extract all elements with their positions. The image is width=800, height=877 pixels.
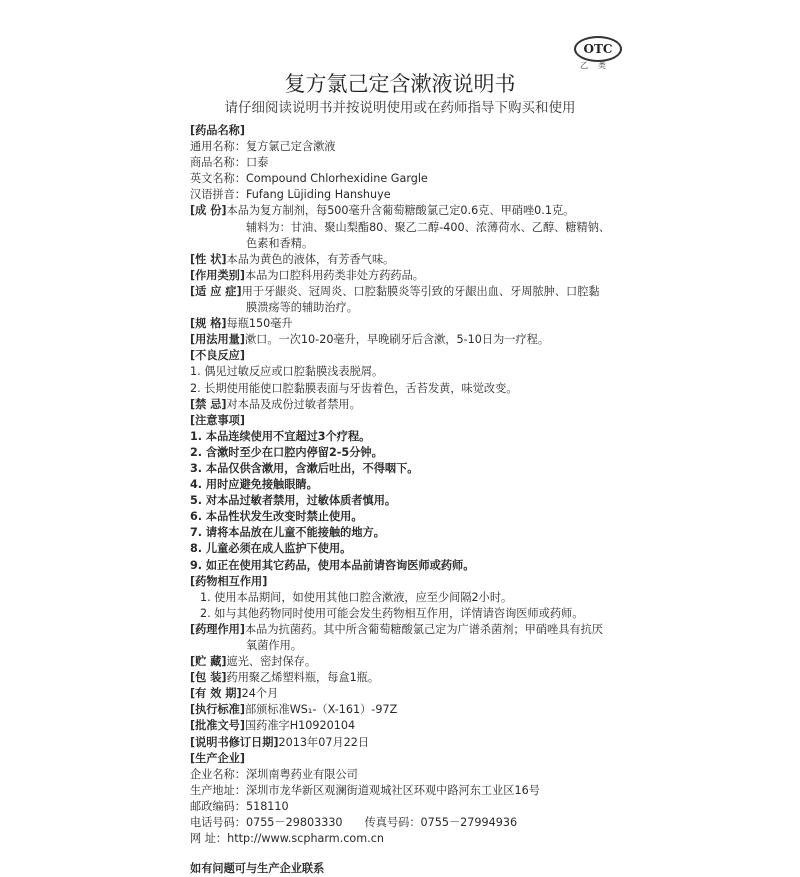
composition-row: [成 份]本品为复方制剂，每500毫升含葡萄糖酸氯己定0.6克、甲硝唑0.1克。: [190, 204, 575, 218]
pinyin-name-row: 汉语拼音：Fufang Lüjiding Hanshuye: [190, 188, 391, 202]
standard-row: [执行标准]部颁标准WS₁-（X-161）-97Z: [190, 703, 398, 717]
page-title: 复方氯己定含漱液说明书: [284, 72, 516, 96]
leaflet-body: [190, 123, 630, 877]
interaction-item: 1. 使用本品期间，如使用其他口腔含漱液，应至少间隔2小时。: [200, 590, 513, 604]
section-adverse-header: [不良反应]: [190, 349, 245, 363]
precaution-item: 4. 用时应避免接触眼睛。: [190, 478, 318, 492]
adverse-item: 2. 长期使用能使口腔黏膜表面与牙齿着色，舌苔发黄，味觉改变。: [190, 381, 518, 395]
english-name-row: 英文名称：Compound Chlorhexidine Gargle: [190, 172, 428, 186]
composition-line3: 色素和香精。: [246, 236, 314, 250]
approval-row: [批准文号]国药准字H10920104: [190, 719, 356, 733]
zip-row: 邮政编码：518110: [190, 799, 289, 813]
trade-name-row: 商品名称：口泰: [190, 156, 269, 170]
precaution-item: 9. 如正在使用其它药品，使用本品前请咨询医师或药师。: [190, 558, 475, 572]
revision-row: [说明书修订日期]2013年07月22日: [190, 735, 370, 749]
section-manufacturer-header: [生产企业]: [190, 751, 245, 765]
phone-fax-row: 电话号码：0755－29803330 传真号码：0755－27994936: [190, 816, 518, 830]
otc-badge: OTC: [574, 36, 622, 62]
otc-category-label: 乙类: [580, 61, 616, 70]
page-subtitle: 请仔细阅读说明书并按说明使用或在药师指导下购买和使用: [224, 100, 576, 116]
manufacturer-name-row: 企业名称：深圳南粤药业有限公司: [190, 767, 358, 781]
website-row: 网 址：http://www.scpharm.com.cn: [190, 832, 384, 846]
adverse-item: 1. 偶见过敏反应或口腔黏膜浅表脱屑。: [190, 365, 384, 379]
spec-row: [规 格]每瓶150毫升: [190, 317, 293, 331]
precaution-item: 6. 本品性状发生改变时禁止使用。: [190, 510, 363, 524]
section-drug-name-header: [药品名称]: [190, 124, 245, 137]
section-interactions-header: [药物相互作用]: [190, 574, 268, 588]
precaution-item: 2. 含漱时至少在口腔内停留2-5分钟。: [190, 445, 383, 459]
footer-note: 如有问题可与生产企业联系: [190, 862, 325, 876]
precaution-item: 7. 请将本品放在儿童不能接触的地方。: [190, 526, 385, 540]
contraindication-row: [禁 忌]对本品及成份过敏者禁用。: [190, 397, 361, 411]
character-row: [性 状]本品为黄色的液体，有芳香气味。: [190, 252, 395, 266]
precaution-item: 1. 本品连续使用不宜超过3个疗程。: [190, 429, 371, 443]
category-row: [作用类别]本品为口腔科用药类非处方药药品。: [190, 268, 424, 282]
pharmacology-line2: 氧菌作用。: [246, 639, 302, 652]
precaution-item: 3. 本品仅供含漱用，含漱后吐出，不得咽下。: [190, 461, 419, 475]
usage-row: [用法用量]漱口。一次10-20毫升，早晚刷牙后含漱，5-10日为一疗程。: [190, 333, 550, 347]
composition-line2: 辅料为：甘油、聚山梨酯80、聚乙二醇-400、浓薄荷水、乙醇、糖精钠、: [246, 220, 611, 234]
manufacturer-address-row: 生产地址：深圳市龙华新区观澜街道观城社区环观中路河东工业区16号: [190, 783, 540, 797]
interaction-item: 2. 如与其他药物同时使用可能会发生药物相互作用，详情请咨询医师或药师。: [200, 606, 584, 620]
precaution-item: 5. 对本品过敏者禁用，过敏体质者慎用。: [190, 494, 397, 508]
section-precautions-header: [注意事项]: [190, 413, 245, 427]
common-name-row: 通用名称：复方氯己定含漱液: [190, 140, 336, 154]
indication-row: [适 应 症]用于牙龈炎、冠周炎、口腔黏膜炎等引致的牙龈出血、牙周脓肿、口腔黏: [190, 284, 600, 298]
storage-row: [贮 藏]遮光、密封保存。: [190, 655, 317, 669]
pharmacology-row: [药理作用]本品为抗菌药。其中所含葡萄糖酸氯己定为广谱杀菌剂；甲硝唑具有抗厌: [190, 622, 603, 636]
package-row: [包 装]药用聚乙烯塑料瓶，每盒1瓶。: [190, 671, 380, 685]
validity-row: [有 效 期]24个月: [190, 687, 279, 701]
indication-line2: 膜溃疡等的辅助治疗。: [246, 301, 358, 315]
precaution-item: 8. 儿童必须在成人监护下使用。: [190, 542, 352, 556]
